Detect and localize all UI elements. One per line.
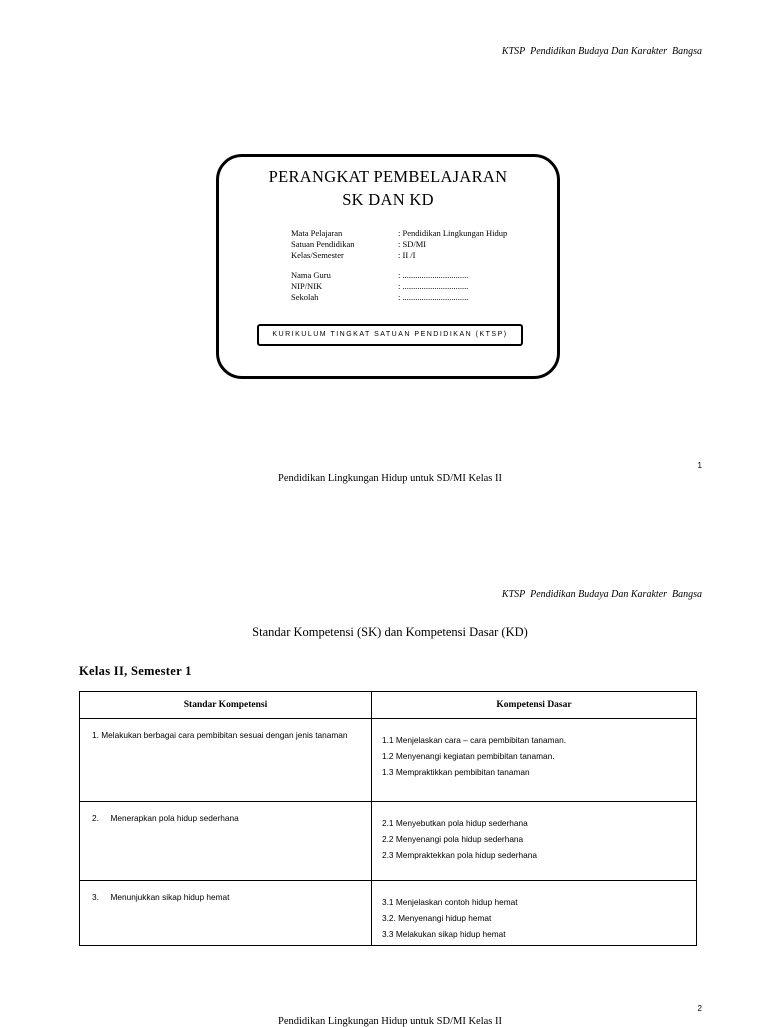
sk-text: 3. Menunjukkan sikap hidup hemat: [92, 892, 230, 902]
page1-number: 1: [697, 461, 702, 470]
page2-header-note: KTSP Pendidikan Budaya Dan Karakter Bangsa: [501, 589, 702, 600]
sk-cell: [80, 802, 372, 881]
field-label-sekolah: Sekolah: [291, 292, 319, 302]
table-row: [80, 802, 697, 881]
field-label-mata-pelajaran: Mata Pelajaran: [291, 228, 343, 238]
page2-title: Standar Kompetensi (SK) dan Kompetensi Dasar (KD): [252, 625, 528, 639]
field-value-mata-pelajaran: : Pendidikan Lingkungan Hidup: [398, 228, 508, 238]
table-row: [80, 881, 697, 946]
kd-item: 1.2 Menyenangi kegiatan pembibitan tanaman.: [382, 751, 555, 761]
sk-cell: [80, 881, 372, 946]
kd-item: 1.1 Menjelaskan cara – cara pembibitan tanaman.: [382, 735, 567, 745]
kd-item: 2.3 Mempraktekkan pola hidup sederhana: [382, 850, 537, 860]
kd-item: 3.2. Menyenangi hidup hemat: [382, 913, 492, 923]
sk-kd-table: [79, 691, 697, 946]
page2-number: 2: [697, 1004, 702, 1013]
field-value-kelas-semester: : II /I: [398, 250, 416, 260]
kd-cell: [372, 719, 697, 802]
kd-cell: [372, 802, 697, 881]
sk-text: 2. Menerapkan pola hidup sederhana: [92, 813, 239, 823]
kd-cell: [372, 881, 697, 946]
field-value-nip-nik: : ...............................: [398, 281, 469, 291]
field-value-nama-guru: : ...............................: [398, 270, 469, 280]
cover-title-line2: SK DAN KD: [342, 190, 434, 209]
kd-item: 2.2 Menyenangi pola hidup sederhana: [382, 834, 524, 844]
table-row: [80, 719, 697, 802]
field-label-satuan-pendidikan: Satuan Pendidikan: [291, 239, 355, 249]
table-header-row: [80, 692, 697, 719]
field-label-kelas-semester: Kelas/Semester: [291, 250, 344, 260]
cover-title-line1: PERANGKAT PEMBELAJARAN: [268, 167, 508, 186]
kd-item: 1.3 Mempraktikkan pembibitan tanaman: [382, 767, 530, 777]
header-standar-kompetensi: Standar Kompetensi: [80, 692, 372, 719]
kd-item: 3.3 Melakukan sikap hidup hemat: [382, 929, 506, 939]
kd-item: 2.1 Menyebutkan pola hidup sederhana: [382, 818, 528, 828]
field-value-satuan-pendidikan: : SD/MI: [398, 239, 427, 249]
kelas-semester: Kelas II, Semester 1: [79, 664, 192, 678]
kd-item: 3.1 Menjelaskan contoh hidup hemat: [382, 897, 518, 907]
sk-cell: [80, 719, 372, 802]
field-label-nip-nik: NIP/NIK: [291, 281, 323, 291]
ktsp-label: KURIKULUM TINGKAT SATUAN PENDIDIKAN (KTSP): [257, 324, 523, 346]
page1-footer-note: Pendidikan Lingkungan Hidup untuk SD/MI Kelas II: [278, 473, 502, 484]
header-kompetensi-dasar: Kompetensi Dasar: [372, 692, 697, 719]
field-value-sekolah: : ...............................: [398, 292, 469, 302]
page2-footer-note: Pendidikan Lingkungan Hidup untuk SD/MI Kelas II: [278, 1016, 502, 1027]
sk-text: 1. Melakukan berbagai cara pembibitan sesuai dengan jenis tanaman: [92, 730, 348, 740]
page1-header-note: KTSP Pendidikan Budaya Dan Karakter Bangsa: [501, 46, 702, 57]
field-label-nama-guru: Nama Guru: [291, 270, 331, 280]
